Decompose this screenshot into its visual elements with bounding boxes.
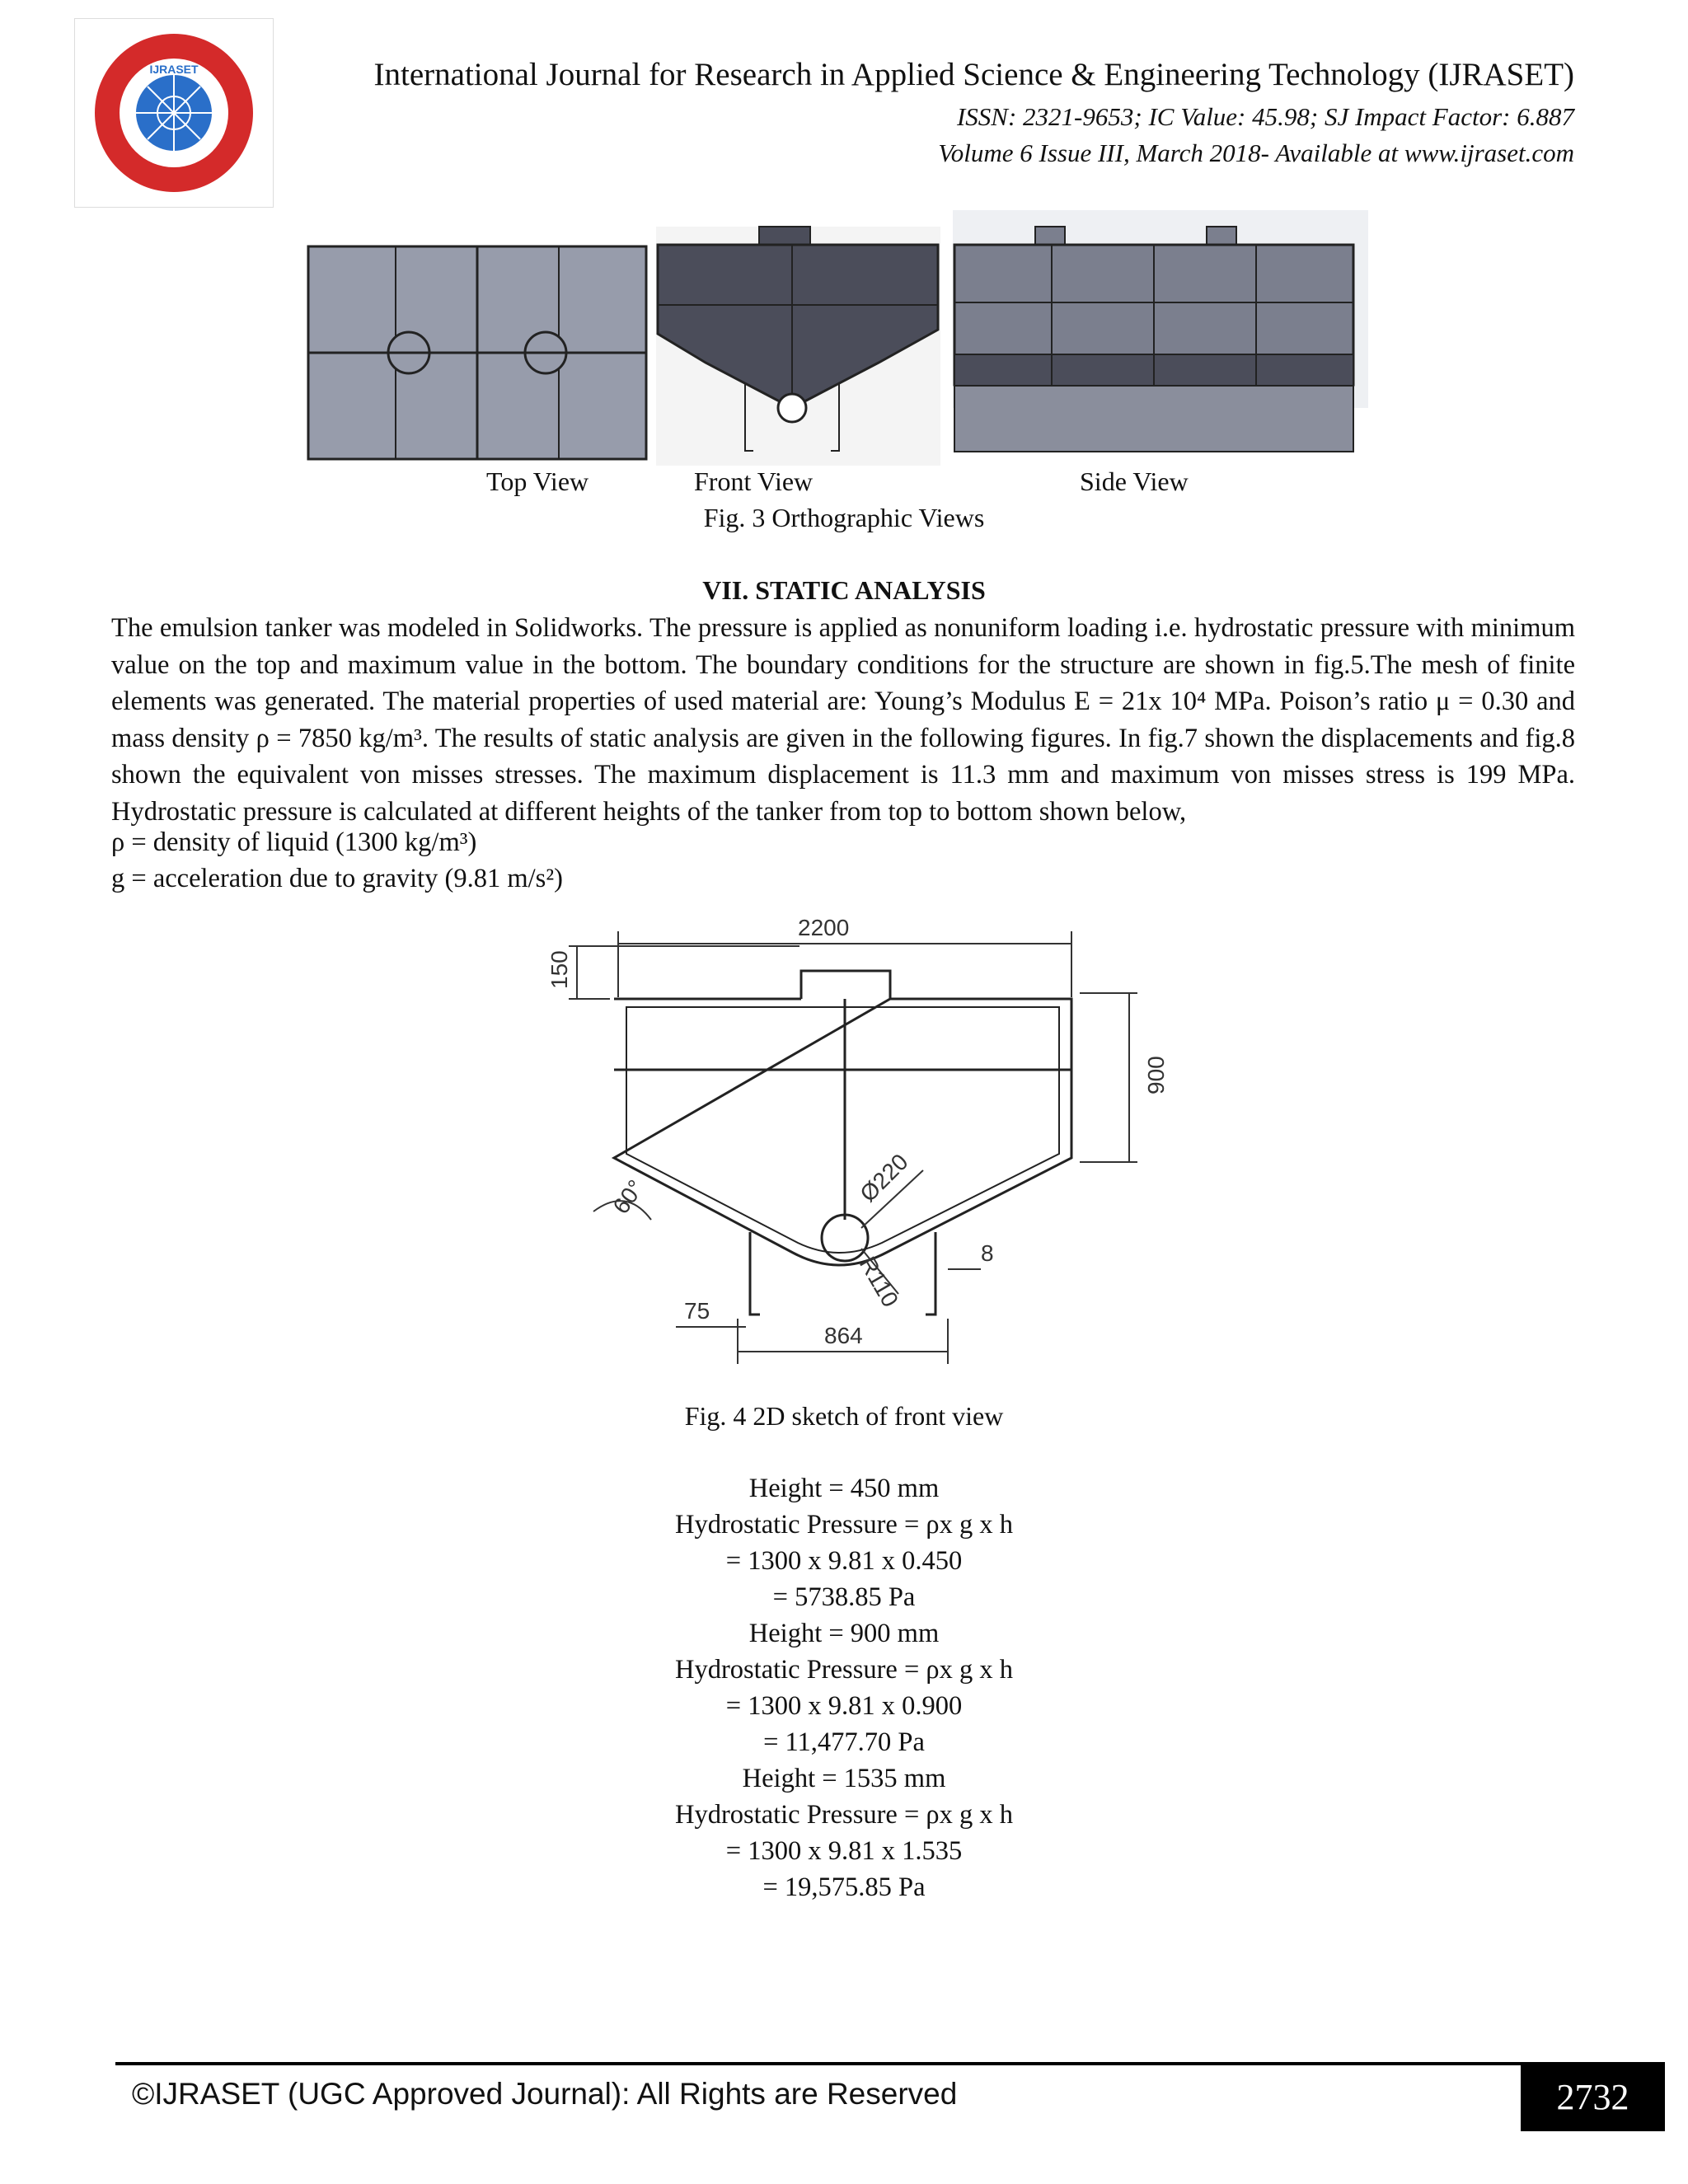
body-paragraph <box>111 610 1575 830</box>
volume-line: Volume 6 Issue III, March 2018- Available at www.ijraset.com <box>938 138 1574 167</box>
footer-rule <box>115 2062 1665 2065</box>
calc-line: = 5738.85 Pa <box>772 1582 916 1612</box>
calc-line: Hydrostatic Pressure = ρx g x h <box>674 1510 1014 1540</box>
calc-line: Height = 450 mm <box>748 1474 940 1503</box>
calc-line: = 1300 x 9.81 x 0.450 <box>725 1546 963 1576</box>
footer-copyright: ©IJRASET (UGC Approved Journal): All Rights are Reserved <box>132 2077 958 2111</box>
dim-angle: 60° <box>607 1174 649 1219</box>
dim-base: 864 <box>824 1323 863 1348</box>
journal-logo <box>74 18 274 208</box>
def-rho: ρ = density of liquid (1300 kg/m³) <box>111 827 477 857</box>
def-g: g = acceleration due to gravity (9.81 m/s²) <box>111 864 563 893</box>
logo-center-text: IJRASET <box>149 63 199 76</box>
journal-title: International Journal for Research in Applied Science & Engineering Technology (IJRASET) <box>373 57 1574 92</box>
label-top-view: Top View <box>486 466 589 496</box>
top-view-drawing <box>308 246 646 459</box>
front-view-drawing <box>656 227 940 466</box>
page-number: 2732 <box>1521 2064 1665 2131</box>
label-side-view: Side View <box>1080 466 1189 496</box>
calc-line: = 1300 x 9.81 x 1.535 <box>725 1836 963 1866</box>
dim-height: 900 <box>1143 1056 1169 1094</box>
paragraph-text: The emulsion tanker was modeled in Solidworks. The pressure is applied as nonuniform loading i.e. hydrostatic pressure with minimum value on the top and maximum value in the bottom. The boundary conditions for the structure are shown in fig.5.The mesh of finite elements was generated. The material properties of used material are: Young’s Modulus E = 21x 10⁴ MPa. Poison’s ratio μ = 0.30 and mass density ρ = 7850 kg/m³. The results of static analysis are given in the following figures. In fig.7 shown the displacements and fig.8 shown the equivalent von misses stresses. The maximum displacement is 11.3 mm and maximum von misses stress is 199 MPa. Hydrostatic pressure is calculated at different heights of the tanker from top to bottom shown below, <box>111 613 1575 827</box>
issn-line: ISSN: 2321-9653; IC Value: 45.98; SJ Impact Factor: 6.887 <box>956 102 1574 131</box>
dim-width: 2200 <box>798 915 850 940</box>
dim-diameter: Ø220 <box>855 1148 913 1207</box>
calc-line: Hydrostatic Pressure = ρx g x h <box>674 1655 1014 1685</box>
calc-line: Height = 900 mm <box>748 1619 940 1648</box>
calc-line: = 19,575.85 Pa <box>762 1872 926 1902</box>
section-heading: VII. STATIC ANALYSIS <box>702 575 986 605</box>
fig4-sketch <box>536 907 1179 1368</box>
calc-line: Hydrostatic Pressure = ρx g x h <box>674 1800 1014 1830</box>
dim-thickness: 8 <box>981 1240 994 1266</box>
dim-top: 150 <box>546 950 572 989</box>
fig3-views <box>305 210 1385 466</box>
hydrostatic-calc <box>0 1470 1688 1905</box>
dim-radius: R110 <box>854 1252 904 1312</box>
calc-line: Height = 1535 mm <box>742 1764 946 1793</box>
label-front-view: Front View <box>694 466 814 496</box>
fig3-caption: Fig. 3 Orthographic Views <box>703 503 985 532</box>
calc-line: = 11,477.70 Pa <box>763 1727 925 1757</box>
calc-line: = 1300 x 9.81 x 0.900 <box>725 1691 963 1721</box>
fig4-caption: Fig. 4 2D sketch of front view <box>684 1401 1004 1431</box>
side-view-drawing <box>953 210 1368 452</box>
dim-leg: 75 <box>684 1298 710 1324</box>
